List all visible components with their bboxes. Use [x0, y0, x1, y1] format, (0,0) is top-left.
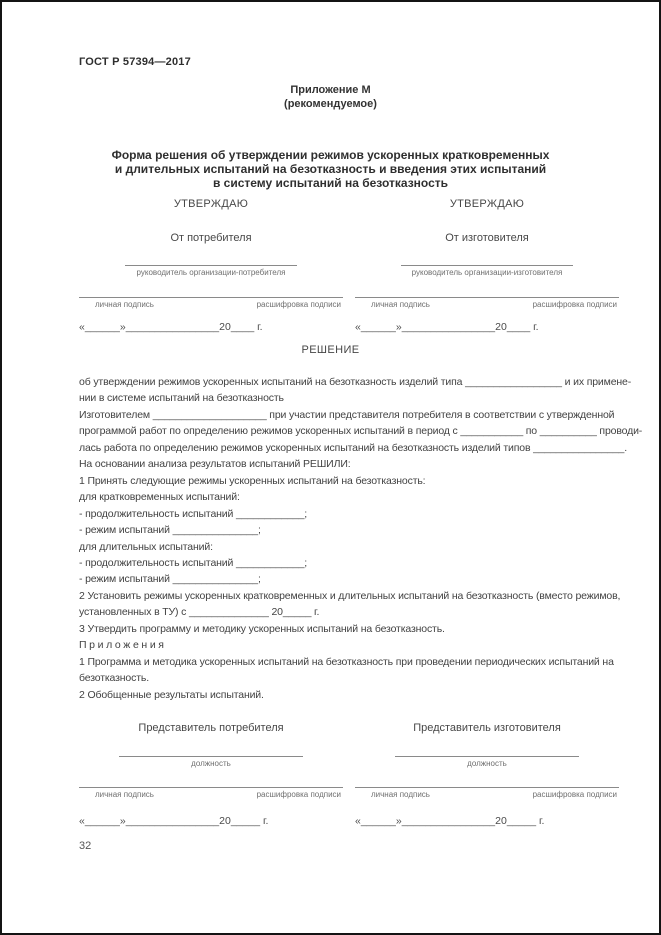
decision-line: - продолжительность испытаний ____________;	[79, 556, 308, 569]
decision-line: Изготовителем ____________________ при участии представителя потребителя в соответствии с утвержденной	[79, 408, 615, 421]
consumer-representative-column	[79, 722, 343, 827]
manufacturer-representative-title: Представитель изготовителя	[413, 722, 561, 734]
appendix-label: Приложение М	[290, 84, 371, 96]
form-title	[2, 148, 659, 190]
appendix-kind-label: (рекомендуемое)	[284, 98, 377, 110]
decision-line: - режим испытаний _______________;	[79, 573, 261, 586]
decision-line: На основании анализа результатов испытаний РЕШИЛИ:	[79, 458, 351, 471]
personal-signature-caption: личная подпись	[95, 790, 154, 799]
decision-heading: РЕШЕНИЕ	[301, 344, 360, 356]
personal-signature-caption: личная подпись	[95, 300, 154, 309]
decision-line: - режим испытаний _______________;	[79, 524, 261, 537]
decision-line: для кратковременных испытаний:	[79, 491, 240, 504]
decision-line: - продолжительность испытаний ____________;	[79, 507, 308, 520]
manufacturer-rep-date-blank: «______»________________20_____ г.	[355, 815, 545, 827]
signature-transcript-caption: расшифровка подписи	[532, 300, 617, 309]
decision-line: программой работ по определению режимов ускоренных испытаний в период с ___________ по __________ проводи-	[79, 425, 643, 438]
personal-signature-caption: личная подпись	[371, 300, 430, 309]
decision-line: безотказность.	[79, 672, 149, 685]
decision-line: для длительных испытаний:	[79, 540, 213, 553]
page-number: 32	[79, 840, 92, 852]
approve-heading-manufacturer: УТВЕРЖДАЮ	[449, 198, 525, 210]
consumer-role-caption: руководитель организации-потребителя	[136, 268, 286, 277]
form-title-line-1: Форма решения об утверждении режимов ускоренных кратковременных	[111, 148, 550, 162]
form-title-line-2: и длительных испытаний на безотказность и введения этих испытаний	[114, 162, 547, 176]
consumer-rep-signature-line	[79, 787, 343, 799]
signature-transcript-caption: расшифровка подписи	[532, 790, 617, 799]
decision-line: об утверждении режимов ускоренных испытаний на безотказность изделий типа _________________ и их примене-	[79, 376, 632, 388]
consumer-signature-line	[79, 297, 343, 309]
consumer-from-label: От потребителя	[170, 232, 252, 244]
signature-transcript-caption: расшифровка подписи	[256, 300, 341, 309]
manufacturer-position-underline	[395, 756, 579, 757]
consumer-role-underline	[125, 265, 297, 266]
manufacturer-approval-date-blank: «______»________________20____ г.	[355, 321, 539, 333]
decision-line: 1 Принять следующие режимы ускоренных испытаний на безотказность:	[79, 474, 426, 487]
manufacturer-representative-column	[355, 722, 619, 827]
representatives-block	[79, 722, 619, 827]
decision-line: 3 Утвердить программу и методику ускоренных испытаний на безотказность.	[79, 622, 445, 635]
form-title-line-3: в систему испытаний на безотказность	[212, 176, 449, 190]
decision-line: 2 Обобщенные результаты испытаний.	[79, 688, 264, 701]
decision-line: П р и л о ж е н и я	[79, 639, 164, 652]
personal-signature-caption: личная подпись	[371, 790, 430, 799]
standard-code: ГОСТ Р 57394—2017	[79, 56, 191, 68]
approval-block	[79, 198, 619, 333]
consumer-position-underline	[119, 756, 303, 757]
manufacturer-role-caption: руководитель организации-изготовителя	[411, 268, 563, 277]
approval-manufacturer-column	[355, 198, 619, 333]
approval-consumer-column	[79, 198, 343, 333]
position-caption: должность	[467, 759, 507, 768]
decision-line: лась работа по определению режимов ускоренных испытаний на безотказность изделий типов ________________.	[79, 441, 627, 454]
manufacturer-signature-line	[355, 297, 619, 309]
manufacturer-from-label: От изготовителя	[445, 232, 529, 244]
decision-body	[79, 374, 643, 703]
decision-line: 2 Установить режимы ускоренных кратковременных и длительных испытаний на безотказность (вместо режимов,	[79, 589, 621, 602]
position-caption: должность	[191, 759, 231, 768]
signature-transcript-caption: расшифровка подписи	[256, 790, 341, 799]
consumer-representative-title: Представитель потребителя	[138, 722, 284, 734]
decision-line: установленных в ТУ) с ______________ 20_____ г.	[79, 606, 320, 619]
decision-line: нии в системе испытаний на безотказность	[79, 392, 284, 405]
manufacturer-role-underline	[401, 265, 573, 266]
consumer-approval-date-blank: «______»________________20____ г.	[79, 321, 263, 333]
decision-line: 1 Программа и методика ускоренных испытаний на безотказность при проведении периодических испытаний на	[79, 655, 614, 668]
approve-heading-consumer: УТВЕРЖДАЮ	[173, 198, 249, 210]
consumer-rep-date-blank: «______»________________20_____ г.	[79, 815, 269, 827]
manufacturer-rep-signature-line	[355, 787, 619, 799]
